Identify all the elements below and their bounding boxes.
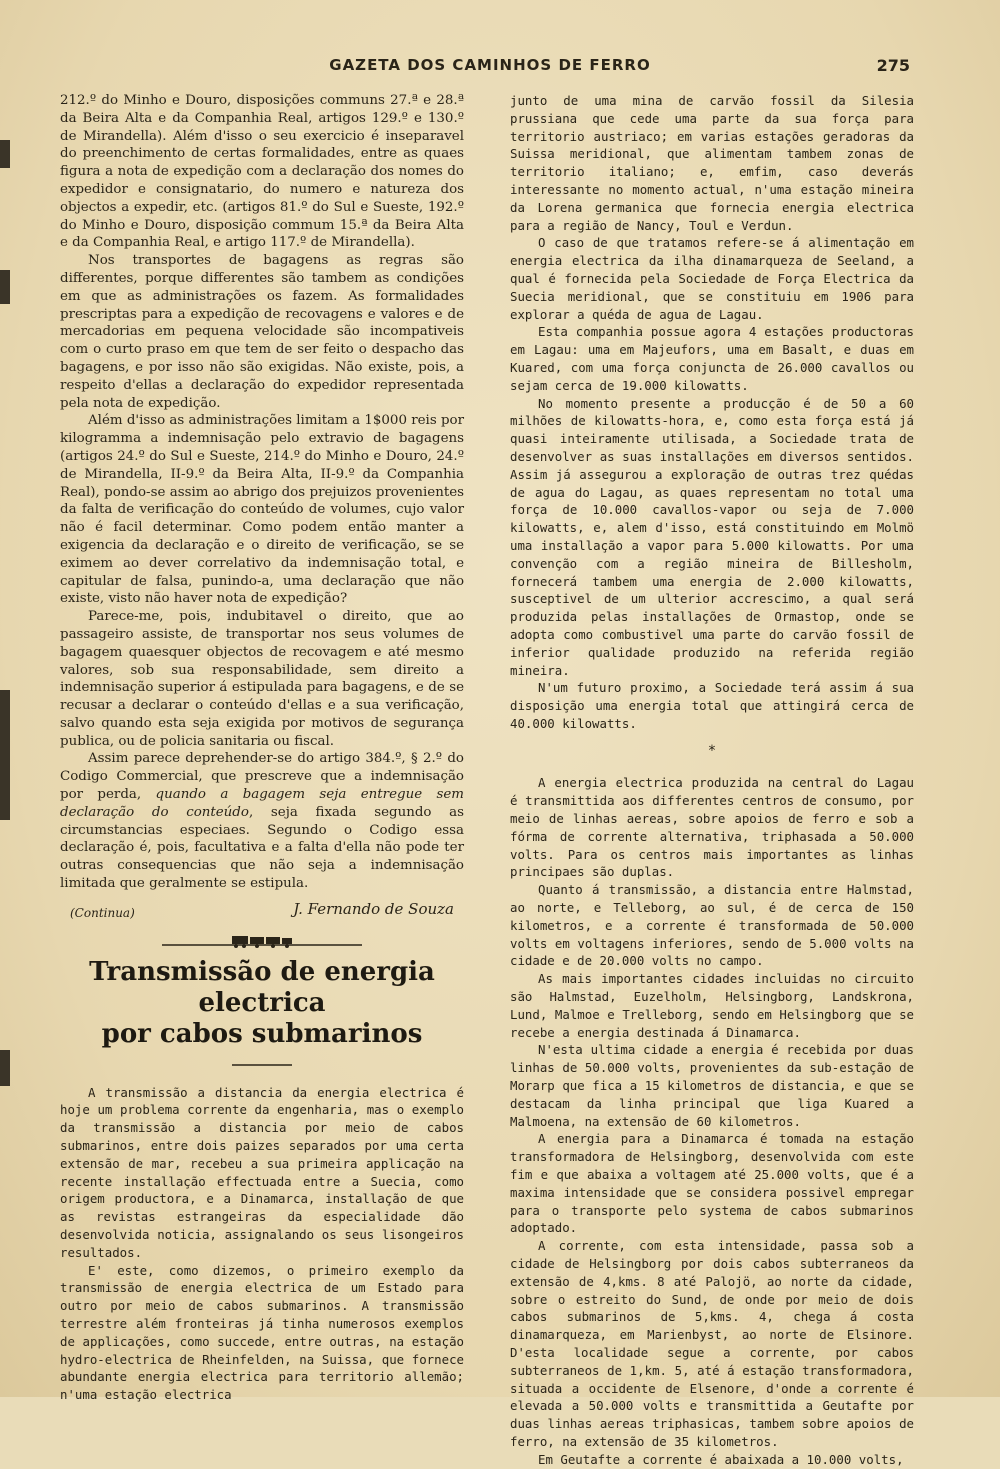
author-signature: J. Fernando de Souza (293, 899, 454, 918)
paragraph: Nos transportes de bagagens as regras são differentes, porque differentes são tambem as condições em que as administrações os fazem. As formalidades prescriptas para a expedição de recovagens e valores e de mercadorias em pequena velocidade são incompativeis com o curto praso em que tem de ser feito o despacho das bagagens, e por isso não são exigidas. Não existe, pois, a respeito d'ellas a declaração do expedidor representada pela nota de expedição. (60, 253, 464, 411)
paragraph: Parece-me, pois, indubitavel o direito, que ao passageiro assiste, de transportar nos seus volumes de bagagem quaesquer objectos de recovagem e até mesmo valores, sob sua responsabilidade, sem direito a indemnisação superior á estipulada para bagagens, e de se recusar a declarar o conteúdo d'ellas e a sua verificação, salvo quando esta seja exigida por motivos de segurança publica, ou de policia sanitaria ou fiscal. (60, 609, 464, 749)
paragraph: Em Geutafte a corrente é abaixada a 10.000 volts, (538, 1451, 904, 1467)
running-header (60, 56, 920, 82)
paragraph: No momento presente a producção é de 50 a 60 milhões de kilowatts-hora, e, como esta força está já quasi inteiramente utilisada, a Sociedade trata de desenvolver as suas installações em diversos sentidos. Assim já assegurou a exploração de outras trez quédas de agua do Lagau, as quaes representam no total uma força de 10.000 cavallos-vapor ou seja de 7.000 kilowatts, e, alem d'isso, está constituindo em Molmö uma installação a vapor para 5.000 kilowatts. Por uma convenção com a região mineira de Billesholm, fornecerá tambem uma energia de 2.000 kilowatts, susceptivel de um ulterior accrescimo, a qual será produzida pelas installações de Ormastop, onde se adopta como combustivel uma parte do carvão fossil de inferior qualidade produzido na referida região mineira. (510, 395, 914, 678)
journal-title: GAZETA DOS CAMINHOS DE FERRO (329, 56, 651, 74)
title-rule (60, 1056, 464, 1074)
paragraph: 212.º do Minho e Douro, disposições communs 27.ª e 28.ª da Beira Alta e da Companhia Real, artigos 129.º e 130.º de Mirandella). Além d'isso o seu exercicio é inseparavel do preenchimento de certas formalidades, entre as quaes figura a nota de expedição com a declaração dos nomes do expedidor e consignatario, do numero e natureza dos objectos a expedir, etc. (artigos 81.º do Sul e Sueste, 192.º do Minho e Douro, disposição commum 15.ª da Beira Alta e da Companhia Real, e artigo 117.º de Mirandella). (60, 93, 464, 251)
paragraph: E' este, como dizemos, o primeiro exemplo da transmissão de energia electrica de um Estado para outro por meio de cabos submarinos. A transmissão terrestre além fronteiras já tinha numerosos exemplos de applicações, como succede, entre outras, na estação hydro-electrica de Rheinfelden, na Suissa, que fornece abundante energia electrica para territorio allemão; n'uma estação electrica (60, 1262, 464, 1403)
paragraph: Esta companhia possue agora 4 estações productoras em Lagau: uma em Majeufors, uma em Basalt, e duas em Kuared, com uma força conjuncta de 26.000 cavallos ou sejam cerca de 19.000 kilowatts. (510, 324, 914, 393)
paragraph: N'esta ultima cidade a energia é recebida por duas linhas de 50.000 volts, provenientes da sub-estação de Morarp que fica a 15 kilometros de distancia, e que se destacam da linha principal que liga Kuared a Malmoena, na extensão de 60 kilometros. (510, 1042, 914, 1129)
rule-icon (232, 1062, 292, 1068)
paragraph: Além d'isso as administrações limitam a 1$000 reis por kilogramma a indemnisação pelo extravio de bagagens (artigos 24.º do Sul e Sueste, 214.º do Minho e Douro, 24.º de Mirandella, II-9.º da Beira Alta, II-9.º da Companhia Real), pondo-se assim ao abrigo dos prejuizos provenientes da falta de verificação do conteúdo de volumes, cujo valor não é facil determinar. Como podem então manter a exigencia da declaração e o direito de verificação, se se eximem ao dever correlativo da indemnisação total, e capitular de falsa, punindo-a, uma declaração que não existe, visto não haver nota de expedição? (60, 413, 464, 607)
paragraph: A transmissão a distancia da energia electrica é hoje um problema corrente da engenharia, mas o exemplo da transmissão a distancia por meio de cabos submarinos, entre dois paizes separados por uma certa extensão de mar, recebeu a sua primeira applicação na recente installação effectuada entre a Suecia, como origem productora, e a Dinamarca, installação de que as revistas estrangeiras da especialidade dão desenvolvida noticia, assignalando os seus lisongeiros resultados. (60, 1084, 464, 1260)
page-number: 275 (876, 56, 910, 75)
text-run: Assim parece deprehender-se do artigo 384.º, § 2.º do Codigo Commercial, que prescreve que a indemnisação por perda, (60, 751, 464, 803)
section-separator: * (707, 742, 717, 759)
paragraph: O caso de que tratamos refere-se á alimentação em energia electrica da ilha dinamarqueza de Seeland, a qual é fornecida pela Sociedade de Força Electrica da Suecia meridional, que se constituiu em 1906 para explorar a quéda de agua de Lagau. (510, 235, 914, 322)
paragraph: A energia electrica produzida na central do Lagau é transmittida aos differentes centros de consumo, por meio de linhas aereas, sobre apoios de ferro e sob a fórma de corrente alternativa, triphasada a 50.000 volts. Para os centros mais importantes as linhas principaes são duplas. (510, 775, 914, 880)
binding-mark (0, 1050, 10, 1086)
continua-label: (Continua) (70, 905, 135, 920)
left-column (60, 92, 464, 1404)
article-title (60, 957, 464, 1050)
paragraph: As mais importantes cidades incluidas no circuito são Halmstad, Euzelholm, Helsingborg, Landskrona, Lund, Malmoe e Trelleborg, sendo em Helsingborg que se recebe a energia destinada á Dinamarca. (510, 971, 914, 1040)
paragraph (60, 750, 464, 892)
emphasis-text: quando a bagagem seja entregue sem declaração do conteúdo (60, 787, 464, 820)
paragraph: A energia para a Dinamarca é tomada na estação transformadora de Helsingborg, desenvolvida com este fim e que abaixa a voltagem até 25.000 volts, que é a maxima intensidade que se considera possivel empregar para o transporte pelo systema de cabos submarinos adoptado. (510, 1131, 914, 1236)
text-run: , seja fixada segundo as circumstancias especiaes. Segundo o Codigo essa declaração é, pois, facultativa e a falta d'ella não pode ter outras consequencias que não seja a indemnisação limitada que geralmente se estipula. (60, 804, 465, 892)
right-column (510, 92, 914, 1469)
article-title-line: por cabos submarinos (101, 1018, 423, 1049)
paragraph: A corrente, com esta intensidade, passa sob a cidade de Helsingborg por dois cabos subterraneos da extensão de 4,kms. 8 até Palojö, ao norte da cidade, sobre o estreito do Sund, de onde por meio de dois cabos submarinos de 5,kms. 4, chega á costa dinamarqueza, em Marienbyst, ao norte de Elsinore. D'esta localidade segue a corrente, por cabos subterraneos de 1,km. 5, até á estação transformadora, situada a occidente de Elsenore, d'onde a corrente é elevada a 50.000 volts e transmittida a Geutafte por duas linhas aereas triphasicas, tambem sobre apoios de ferro, na extensão de 35 kilometros. (510, 1238, 914, 1449)
article-title-line: Transmissão de energia electrica (89, 956, 435, 1018)
paragraph: junto de uma mina de carvão fossil da Silesia prussiana que cede uma parte da sua força para territorio austriaco; em varias estações geradoras da Suissa meridional, que alimentam tambem zonas de territorio italiano; e, emfim, caso deverás interessante no momento actual, n'uma estação mineira da Lorena germanica que fornecia energia electrica para a região de Nancy, Toul e Verdun. (510, 93, 914, 233)
train-ornament (60, 931, 464, 953)
binding-mark (0, 140, 10, 168)
byline (60, 901, 464, 925)
binding-mark (0, 270, 10, 304)
train-icon (162, 931, 362, 951)
paragraph: Quanto á transmissão, a distancia entre Halmstad, ao norte, e Telleborg, ao sul, é de cerca de 150 kilometros, e a corrente é transformada de 50.000 volts em voltagens inferiores, sendo de 5.000 volts na cidade e de 20.000 volts no campo. (510, 882, 914, 969)
paragraph: N'um futuro proximo, a Sociedade terá assim á sua disposição uma energia total que attingirá cerca de 40.000 kilowatts. (510, 680, 914, 731)
binding-mark (0, 690, 10, 820)
